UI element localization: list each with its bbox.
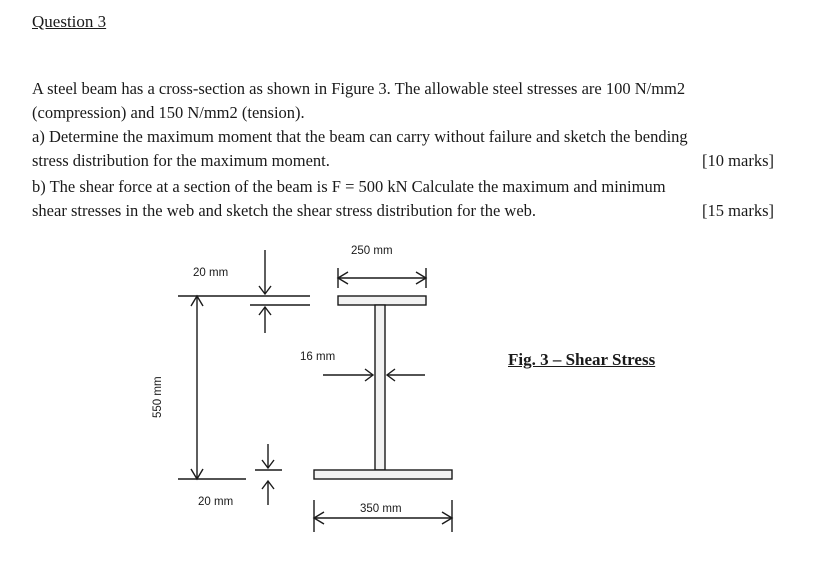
overall-depth-dimension [178, 296, 310, 479]
web [375, 305, 385, 470]
figure-caption: Fig. 3 – Shear Stress [508, 350, 656, 369]
top-flange-width-dimension [338, 268, 426, 288]
intro-line-2: (compression) and 150 N/mm2 (tension). [32, 103, 305, 122]
top-flange-thickness-dimension [250, 250, 310, 333]
intro-line-1: A steel beam has a cross-section as shown in Figure 3. The allowable steel stresses are 100 N/mm2 [32, 79, 686, 98]
part-b-line-2: shear stresses in the web and sketch the shear stress distribution for the web. [32, 201, 537, 220]
web-thickness-label: 16 mm [300, 351, 336, 363]
top-flange-thickness-label: 20 mm [193, 267, 229, 279]
part-b-line-1: b) The shear force at a section of the beam is F = 500 kN Calculate the maximum and minimum [32, 177, 666, 196]
top-flange-width-label: 250 mm [351, 245, 393, 257]
top-flange [338, 296, 426, 305]
web-thickness-dimension [323, 369, 425, 381]
bottom-flange-width-label: 350 mm [360, 503, 402, 515]
overall-depth-label: 550 mm [152, 376, 164, 418]
bottom-flange-thickness-label: 20 mm [198, 496, 234, 508]
part-a-line-1: a) Determine the maximum moment that the beam can carry without failure and sketch the bending [32, 127, 688, 146]
part-b-marks: [15 marks] [702, 201, 774, 220]
part-a-line-2: stress distribution for the maximum moment. [32, 151, 330, 170]
bottom-flange [314, 470, 452, 479]
part-a-marks: [10 marks] [702, 151, 774, 170]
bottom-flange-thickness-dimension [255, 444, 282, 505]
question-title: Question 3 [32, 12, 107, 31]
